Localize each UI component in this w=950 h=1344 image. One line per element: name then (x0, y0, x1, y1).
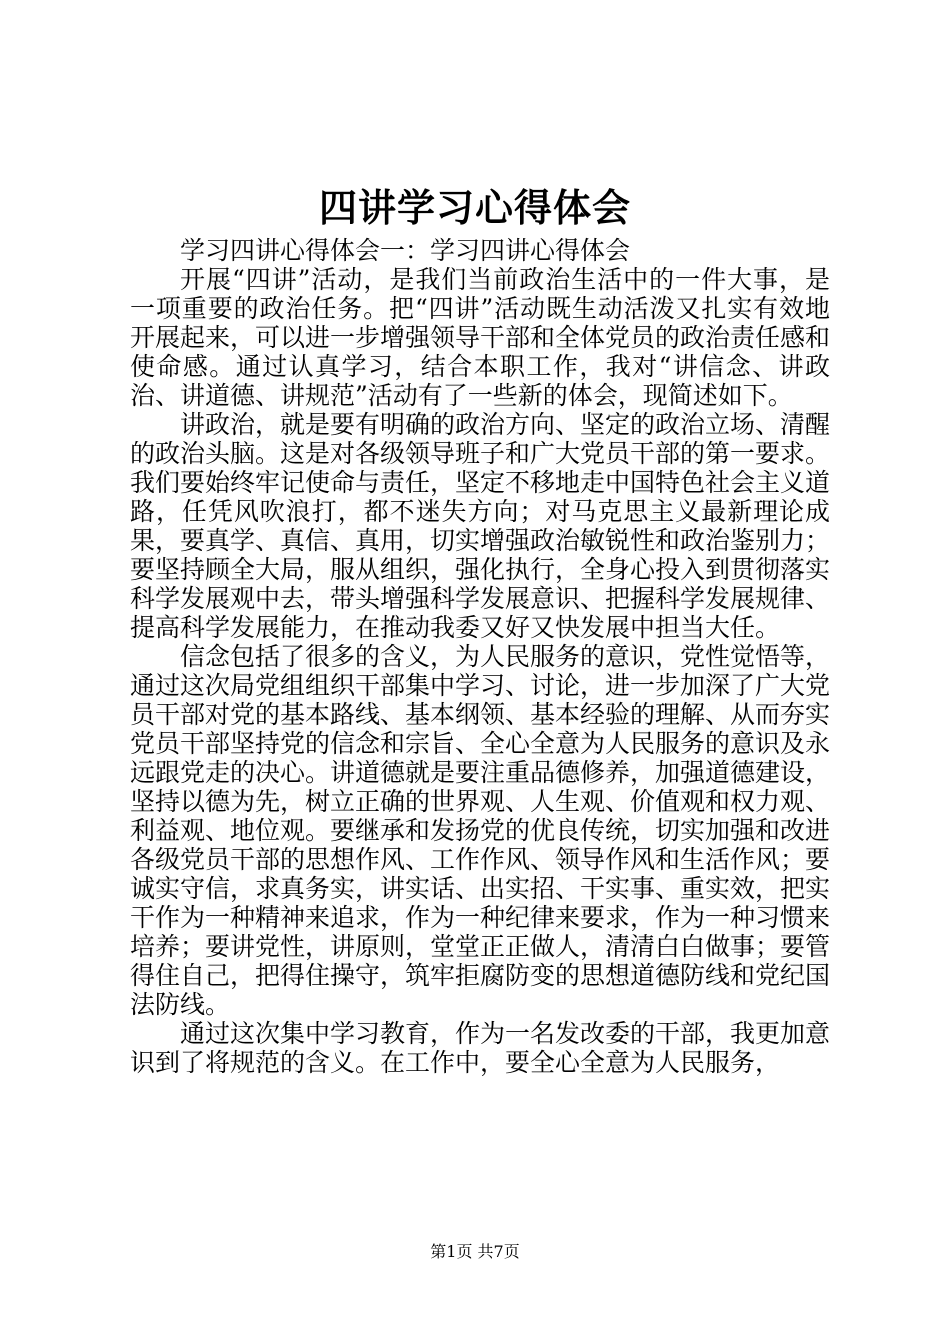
document-title: 四讲学习心得体会 (318, 185, 631, 230)
paragraph-norms: 通过这次集中学习教育，作为一名发改委的干部，我更加意识到了将规范的含义。在工作中，要全心全意为人民服务， (130, 1019, 831, 1077)
document-body (130, 236, 830, 1077)
paragraph-politics: 讲政治，就是要有明确的政治方向、坚定的政治立场、清醒的政治头脑。这是对各级领导班子和广大党员干部的第一要求。我们要始终牢记使命与责任，坚定不移地走中国特色社会主义道路，任凭风吹浪打，都不迷失方向；对马克思主义最新理论成果，要真学、真信、真用，切实增强政治敏锐性和政治鉴别力；要坚持顾全大局，服从组织，强化执行，全身心投入到贯彻落实科学发展观中去，带头增强科学发展意识、把握科学发展规律、提高科学发展能力，在推动我委又好又快发展中担当大任。 (130, 410, 831, 642)
paragraph-intro: 开展“四讲”活动，是我们当前政治生活中的一件大事，是一项重要的政治任务。把“四讲”活动既生动活泼又扎实有效地开展起来，可以进一步增强领导干部和全体党员的政治责任感和使命感。通过认真学习，结合本职工作，我对“讲信念、讲政治、讲道德、讲规范”活动有了一些新的体会，现简述如下。 (130, 265, 831, 410)
page-number-footer: 第1页 共7页 (430, 1242, 520, 1261)
paragraph-subtitle: 学习四讲心得体会一：学习四讲心得体会 (180, 236, 631, 265)
paragraph-belief-morality: 信念包括了很多的含义，为人民服务的意识，党性觉悟等，通过这次局党组组织干部集中学习、讨论，进一步加深了广大党员干部对党的基本路线、基本纲领、基本经验的理解、从而夯实党员干部坚持党的信念和宗旨、全心全意为人民服务的意识及永远跟党走的决心。讲道德就是要注重品德修养，加强道德建设，坚持以德为先，树立正确的世界观、人生观、价值观和权力观、利益观、地位观。要继承和发扬党的优良传统，切实加强和改进各级党员干部的思想作风、工作作风、领导作风和生活作风；要诚实守信，求真务实，讲实话、出实招、干实事、重实效，把实干作为一种精神来追求，作为一种纪律来要求，作为一种习惯来培养；要讲党性，讲原则，堂堂正正做人，清清白白做事；要管得住自己，把得住操守，筑牢拒腐防变的思想道德防线和党纪国法防线。 (130, 642, 831, 1019)
